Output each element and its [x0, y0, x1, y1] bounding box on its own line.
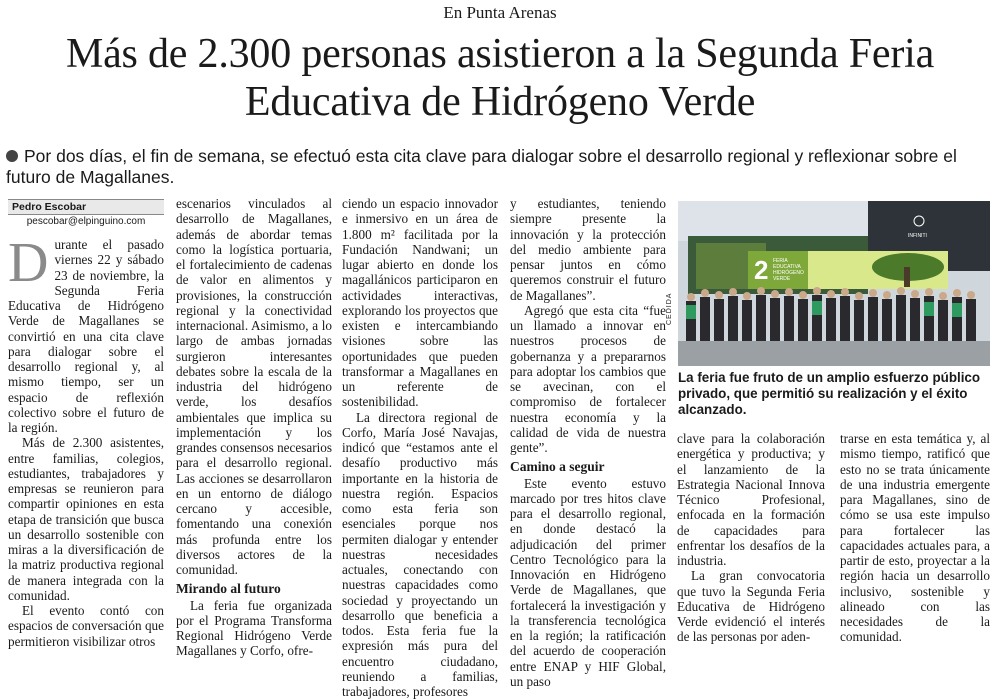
paragraph: Agregó que esta cita “fue un llamado a innovar en nuestros procesos de gobernanza y a prepararnos para adoptar los cambios que se avecinan, con el compromiso de fortalecer nuestra economía y la calidad de vida de nuestra gente”.: [510, 303, 666, 456]
bajada: [6, 146, 994, 188]
bullet-icon: [6, 150, 18, 162]
store-sign: INFINITI: [908, 233, 927, 239]
paragraph: y estudiantes, teniendo siempre presente la innovación y la protección del medio ambiente para pensar juntos en cómo queremos construir el futuro de Magallanes”.: [510, 196, 666, 303]
banner-line: FERIA: [773, 258, 788, 264]
paragraph: trarse en esta temática y, al mismo tiempo, ratificó que esto no se trata únicamente de una industria emergente para Magallanes, sino de cómo se usa este impulso para fortalecer las capacidades actuales para, a partir de esto, proyectar a la región hacia un desarrollo inclusivo, sostenible y alineado con las necesidades de la comunidad.: [840, 431, 990, 645]
column-5: [677, 431, 825, 645]
event-photo-graphic: [678, 201, 990, 366]
event-photo: [678, 201, 990, 366]
banner-number: 2: [754, 255, 768, 285]
paragraph: ciendo un espacio innovador e inmersivo en un área de 1.800 m² facilitada por la Fundación Nandwani; un lugar abierto en donde los magallánicos participaron en actividades interactivas, explorando los proyectos que existen e intercambiando visiones sobre las oportunidades que pueden transformar a Magallanes en un referente de sostenibilidad.: [342, 196, 498, 410]
banner-line: EDUCATIVA: [773, 264, 802, 270]
photo-credit: CEDIDA: [666, 293, 673, 325]
paragraph: El evento contó con espacios de conversación que permitieron visibilizar otros: [8, 603, 164, 649]
paragraph: escenarios vinculados al desarrollo de Magallanes, además de abordar temas como la logística portuaria, el fortalecimiento de cadenas de valor en alimentos y provisiones, la construcción regional y la conectividad internacional. Asimismo, a lo largo de ambas jornadas surgieron interesantes debates sobre la escala de la industria del hidrógeno verde, los desafíos ambientales que implica su implementación y los grandes consensos necesarios para el desarrollo regional. Las acciones se desarrollaron en un entorno de diálogo cercano y accesible, fomentando una conexión más profunda entre los diversos actores de la comunidad.: [176, 196, 332, 577]
drop-cap: D: [8, 240, 48, 286]
bajada-text: Por dos días, el fin de semana, se efectuó esta cita clave para dialogar sobre el desarrollo regional y reflexionar sobre el futuro de Magallanes.: [6, 146, 957, 187]
byline-email[interactable]: pescobar@elpinguino.com: [8, 215, 164, 228]
column-6: [840, 431, 990, 645]
paragraph: La feria fue organizada por el Programa Transforma Regional Hidrógeno Verde Magallanes y Corfo, ofre-: [176, 598, 332, 659]
photo-caption: La feria fue fruto de un amplio esfuerzo público privado, que permitió su realización y el éxito alcanzado.: [678, 370, 990, 418]
paragraph: clave para la colaboración energética y productiva; y el lanzamiento de la Estrategia Nacional Innova Técnico Profesional, enfocada en la formación de capacidades para enfrentar los desafíos de la industria.: [677, 431, 825, 568]
byline: [8, 199, 164, 228]
subheading: Mirando al futuro: [176, 581, 332, 596]
paragraph: Más de 2.300 asistentes, entre familias, colegios, estudiantes, trabajadores y empresas se reunieron para compartir opiniones en esta etapa de transición que busca un desarrollo sostenible con miras a la diversificación de la matriz productiva regional de manera integrada con la comunidad.: [8, 435, 164, 603]
banner-line: HIDRÓGENO: [773, 269, 804, 276]
paragraph: Este evento estuvo marcado por tres hitos clave para el desarrollo regional, en donde destacó la adjudicación del primer Centro Tecnológico para la Innovación en Hidrógeno Verde de Magallanes, que fortalecerá la investigación y la transferencia tecnológica en la región; la ratificación del acuerdo de cooperación entre ENAP y HIF Global, un paso: [510, 476, 666, 690]
column-1: [8, 237, 164, 649]
column-3: [342, 196, 498, 699]
column-4: [510, 196, 666, 689]
paragraph: Durante el pasado viernes 22 y sábado 23 de noviembre, la Segunda Feria Educativa de Hidrógeno Verde de Magallanes se convirtió en una cita clave para dialogar sobre el desarrollo regional y, al mismo tiempo, ser un espacio de reflexión colectivo sobre el futuro de la región.: [8, 237, 164, 435]
column-2: [176, 196, 332, 659]
banner-line: VERDE: [773, 276, 791, 282]
subheading: Camino a seguir: [510, 459, 666, 474]
kicker: En Punta Arenas: [0, 3, 1000, 23]
byline-author: Pedro Escobar: [8, 199, 164, 215]
paragraph: La directora regional de Corfo, María José Navajas, indicó que “estamos ante el desafío productivo más importante en la historia de nuestra región. Espacios como esta feria son esenciales porque nos permiten dialogar y entender nuestras necesidades actuales, conectando con nuestras capacidades como sociedad y proyectando un desarrollo que beneficia a todos. Esta feria fue la expresión más pura del encuentro ciudadano, reuniendo a familias, trabajadores, profesores: [342, 410, 498, 699]
paragraph: La gran convocatoria que tuvo la Segunda Feria Educativa de Hidrógeno Verde evidenció el interés de las personas por aden-: [677, 568, 825, 644]
headline: Más de 2.300 personas asistieron a la Segunda Feria Educativa de Hidrógeno Verde: [10, 30, 990, 126]
